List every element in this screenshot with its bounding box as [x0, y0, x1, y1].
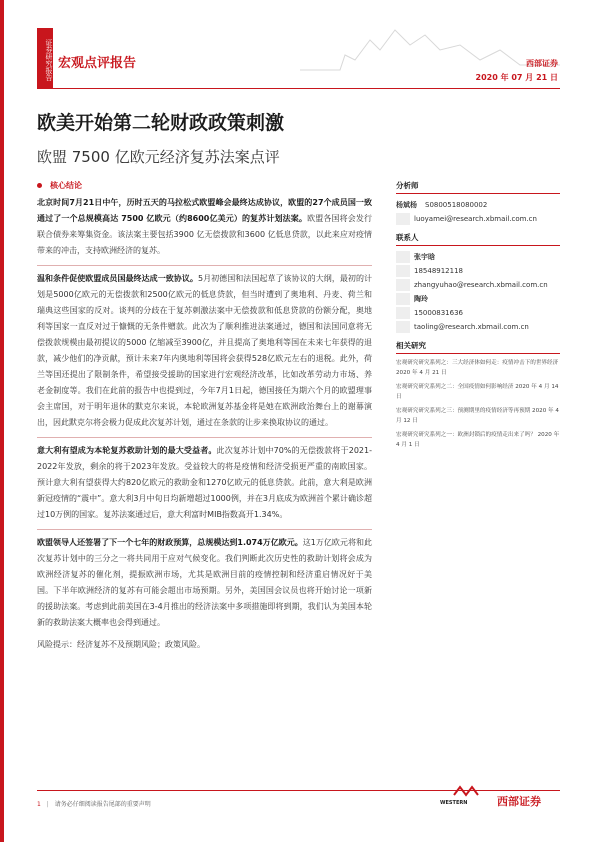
related-heading: 相关研究 — [396, 341, 426, 350]
main-body — [37, 195, 372, 659]
paragraph-text: 5月初德国和法国起草了该协议的大纲，最初的计划是5000亿欧元的无偿拨款和2500亿欧元的低息贷款，但当时遭到了奥地利、丹麦、荷兰和瑞典这些国家的反对。谈判的分歧在于复苏刺激法案中无偿拨款和低息贷款的份额分配，奥地利等国家一直反对过于慷慨的无条件赠款。此次为了顺利推进法案通过，德国和法国同意将无偿拨款规模由最初提议的5000 亿缩减至3900亿，并且提高了奥地利等国在未来七年获得的退款，减少他们的净贡献，预计未来7年内奥地利等国将会获得528亿欧元左右的退税。此外，荷兰等国还提出了限制条件，希望接受援助的国家进行宏观经济改革，比如改革劳动力市场、养老金制度等。我们在此前的报告中也提到过，今年7月1日起，德国接任为期六个月的欧盟理事会主席国，对于明年退休的默克尔来说，本轮欧洲复苏基金将是她在欧洲政治舞台上的谢幕演出，因此默克尔将会极力促成此次复苏计划，通过在条款的让步来换取协议的通过。 — [37, 274, 373, 427]
related-item[interactable]: 宏观研究研究系列之一：欧洲封锁后的疫情走出来了吗？ 2020 年 4 月 1 日 — [396, 432, 560, 448]
paragraph-lead: 温和条件促使欧盟成员国最终达成一致协议。 — [37, 274, 198, 283]
phone-icon — [396, 265, 410, 277]
section-heading — [37, 180, 82, 191]
contact-phone: 18548912118 — [414, 267, 463, 275]
brand-header: 西部证券 — [526, 59, 558, 68]
left-accent-bar — [0, 0, 4, 842]
contact-name: 陶玲 — [414, 295, 428, 303]
person-icon — [396, 293, 410, 305]
contact-name-row — [396, 292, 560, 306]
paragraph — [37, 271, 372, 431]
contact-phone-row — [396, 264, 560, 278]
divider — [37, 265, 372, 266]
contact-name-row — [396, 250, 560, 264]
risk-note — [37, 637, 372, 653]
header-divider — [37, 88, 560, 89]
contacts-heading: 联系人 — [396, 233, 419, 242]
report-type: 宏观点评报告 — [58, 56, 137, 71]
vertical-tag: 证券研究报告 — [37, 28, 53, 88]
sidebar-divider — [396, 245, 560, 246]
analyst-email-row — [396, 212, 560, 226]
paragraph-lead: 意大利有望成为本轮复苏救助计划的最大受益者。 — [37, 446, 217, 455]
analyst-row — [396, 198, 560, 212]
skyline-graphic — [300, 20, 560, 75]
paragraph-lead: 北京时间7月21日中午，历时五天的马拉松式欧盟峰会最终达成协议，欧盟的27个成员国一致通过了一个总规模高达 7500 亿欧元（约8600亿美元）的复苏计划法案。 — [37, 198, 372, 223]
contact-phone: 15000831636 — [414, 309, 463, 317]
paragraph-lead: 欧盟领导人还签署了下一个七年的财政预算，总规模达到1.074万亿欧元。 — [37, 538, 303, 547]
report-date: 2020 年 07 月 21 日 — [475, 73, 558, 82]
paragraph — [37, 443, 372, 523]
person-icon — [396, 251, 410, 263]
page-number: 1 — [37, 801, 41, 808]
email-icon — [396, 213, 410, 225]
disclaimer-note: 请务必仔细阅读报告尾部的重要声明 — [54, 801, 151, 808]
sidebar-divider — [396, 193, 560, 194]
related-item[interactable]: 宏观研究研究系列之三：预测期里的疫情经济等再预期 2020 年 4 月 12 日 — [396, 408, 559, 424]
divider — [37, 529, 372, 530]
analyst-name: 杨斌杨 — [396, 201, 417, 209]
email-icon — [396, 279, 410, 291]
western-logo-icon — [452, 785, 482, 797]
paragraph-text: 风险提示：经济复苏不及预期风险；政策风险。 — [37, 640, 205, 649]
divider — [37, 437, 372, 438]
paragraph-text: 此次复苏计划中70%的无偿拨款将于2021-2022年发放，剩余的将于2023年发放。受益较大的将是疫情和经济受损更严重的南欧国家。预计意大利有望获得大约820亿欧元的救助金和1270亿欧元的低息贷款。此前，意大利是欧洲新冠疫情的“震中”。意大利3月中旬日均新增超过1000例，并在3月底成为欧洲首个累计确诊超过10万例的国家。复苏法案通过后，意大利富时MIB指数高开1.34%。 — [37, 446, 372, 519]
paragraph-text: 这1万亿欧元将和此次复苏计划中的三分之一将共同用于应对气候变化。我们判断此次历史性的救助计划将会成为欧洲经济复苏的催化剂，提振欧洲市场，尤其是欧洲目前的疫情控制和经济重启情况好于美国。下半年欧洲经济的复苏有可能会超出市场预期。另外，美国国会议员也将开始讨论一项新的援助法案。考虑到此前美国在3-4月推出的经济法案中多项措施即将到期，我们认为美国本轮新的救助法案大概率也会得到通过。 — [37, 538, 372, 627]
analyst-cert: S0800518080002 — [425, 201, 488, 209]
sidebar — [396, 178, 560, 454]
related-item[interactable]: 宏观研究研究系列之：三大经济体如何走：疫情冲击下的世界经济 2020 年 4 月 21 日 — [396, 360, 559, 376]
phone-icon — [396, 307, 410, 319]
logo-cn: 西部证券 — [497, 795, 541, 808]
page-subtitle: 欧盟 7500 亿欧元经济复苏法案点评 — [37, 148, 280, 166]
footer-note: 1 | 请务必仔细阅读报告尾部的重要声明 — [37, 801, 151, 808]
contact-email-row — [396, 320, 560, 334]
sidebar-divider — [396, 353, 560, 354]
section-title: 核心结论 — [50, 181, 82, 190]
logo-en: WESTERN — [440, 800, 468, 806]
analyst-heading: 分析师 — [396, 181, 419, 190]
contact-email-row — [396, 278, 560, 292]
bullet-icon — [37, 183, 42, 188]
contact-email[interactable]: zhangyuhao@research.xbmail.com.cn — [414, 281, 548, 289]
paragraph — [37, 535, 372, 631]
related-item[interactable]: 宏观研究研究系列之二：全国疫情如何影响经济 2020 年 4 月 14 日 — [396, 384, 559, 400]
analyst-email[interactable]: luoyamei@research.xbmail.com.cn — [414, 215, 537, 223]
email-icon — [396, 321, 410, 333]
contact-phone-row — [396, 306, 560, 320]
page-title: 欧美开始第二轮财政政策刺激 — [37, 112, 285, 134]
contact-email[interactable]: taoling@research.xbmail.com.cn — [414, 323, 529, 331]
paragraph — [37, 195, 372, 259]
paragraph-text: 欧盟各国将会发行联合债券来筹集资金。该法案主要包括3900 亿无偿拨款和3600 亿低息贷款，以此来应对疫情带来的冲击，支持欧洲经济的复苏。 — [37, 214, 373, 255]
contact-name: 张宇晗 — [414, 253, 435, 261]
